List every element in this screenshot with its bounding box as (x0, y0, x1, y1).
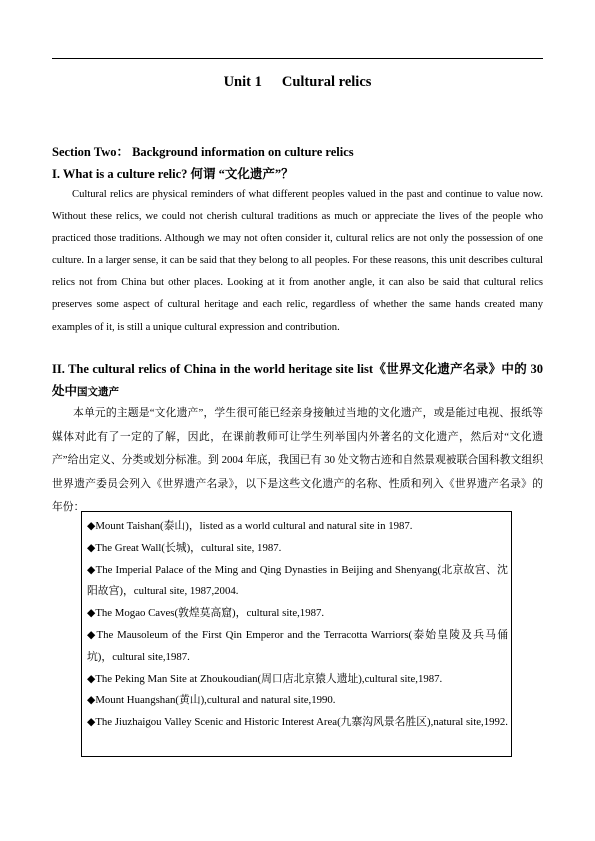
diamond-bullet-icon: ◆ (87, 628, 97, 641)
list-item (87, 625, 508, 669)
diamond-bullet-icon: ◆ (87, 694, 96, 707)
site-text: Mount Huangshan(黄山),cultural and natural site,1990. (95, 694, 336, 707)
site-text: The Jiuzhaigou Valley Scenic and Historic Interest Area(九寨沟风景名胜区),natural site,1992. (95, 716, 508, 729)
paragraph-chinese: 本单元的主题是“文化遗产”，学生很可能已经亲身接触过当地的文化遗产，或是能过电视、报纸等媒体对此有了一定的了解，因此，在课前教师可让学生列举国内外著名的文化遗产，然后对“文化遗产”给出定义、分类或划分标准。到 2004 年底，我国已有 30 处文物古迹和自然景观被联合国科教文组织世界遗产委员会列入《世界遗产名录》，以下是这些文化遗产的名称、性质和列入《世界遗产名录》的年份： (52, 407, 543, 514)
paragraph-english: Cultural relics are physical reminders of what different peoples valued in the past and continue to value now. Without these relics, we could not cherish cultural traditions as much or appreciate the lives of the people who practiced those traditions. Although we may not often consider it, cultural relics are not only the possession of one culture. In a larger sense, it can be said that they belong to all peoples. For these reasons, this unit describes cultural relics not from China but other places. Looking at it from another angle, it can also be said that cultural relics preserves some aspect of cultural heritage and each relic, regardless of whether the same hands created many examples of it, is still a unique cultural expression and contribution. (52, 189, 543, 333)
list-item (87, 516, 508, 538)
list-item (87, 669, 508, 691)
diamond-bullet-icon: ◆ (87, 520, 96, 532)
top-rule (52, 58, 543, 59)
site-text: Mount Taishan(泰山)，listed as a world cultural and natural site in 1987. (95, 520, 413, 532)
site-text: The Mausoleum of the First Qin Emperor and the Terracotta Warriors(泰始皇陵及兵马俑坑)，cultural site,1987. (87, 628, 508, 663)
diamond-bullet-icon: ◆ (87, 607, 96, 620)
list-item (87, 690, 508, 712)
diamond-bullet-icon: ◆ (87, 563, 96, 576)
site-text: The Mogao Caves(敦煌莫高窟)，cultural site,1987. (95, 607, 325, 620)
heritage-list-heading-small: 国文遗产 (77, 387, 120, 398)
heritage-list-heading (52, 358, 543, 404)
diamond-bullet-icon: ◆ (87, 672, 96, 685)
list-item (87, 712, 508, 734)
heritage-list-heading-main: II. The cultural relics of China in the world heritage site list《世界文化遗产名录》中的 30 处中 (52, 362, 543, 398)
unit-label: Unit 1 (223, 74, 262, 90)
question-heading: I. What is a culture relic? 何谓 “文化遗产”？ (52, 167, 294, 181)
diamond-bullet-icon: ◆ (87, 541, 96, 554)
section-heading: Section Two： Background information on culture relics (52, 145, 354, 159)
heritage-sites-box (81, 511, 512, 757)
site-text: The Peking Man Site at Zhoukoudian(周口店北京猿人遗址),cultural site,1987. (95, 672, 443, 685)
list-item (87, 538, 508, 560)
list-item (87, 560, 508, 604)
unit-topic: Cultural relics (281, 74, 372, 90)
page-title (52, 74, 543, 91)
diamond-bullet-icon: ◆ (87, 716, 96, 729)
list-item (87, 603, 508, 625)
site-text: The Imperial Palace of the Ming and Qing Dynasties in Beijing and Shenyang(北京故宫、沈阳故宫)，cultural site, 1987,2004. (87, 563, 508, 598)
site-text: The Great Wall(长城)，cultural site, 1987. (95, 541, 282, 554)
